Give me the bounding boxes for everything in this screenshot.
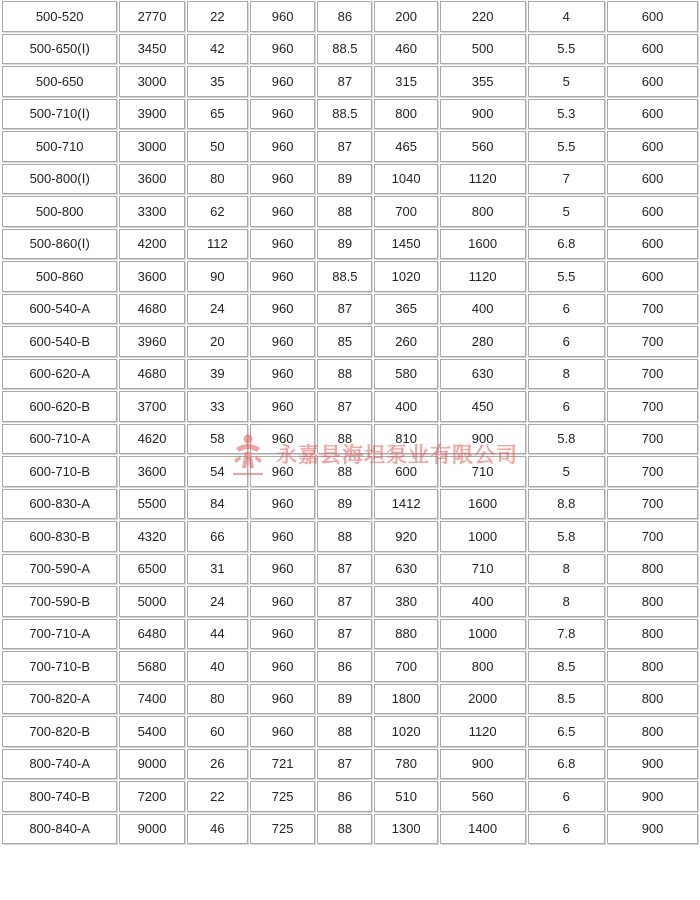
table-cell: 600 [607,66,698,97]
table-cell: 5.3 [528,99,606,130]
table-cell: 5680 [119,651,184,682]
table-cell: 600 [607,131,698,162]
table-cell: 800 [607,716,698,747]
table-cell: 9000 [119,749,184,780]
table-cell: 35 [187,66,248,97]
table-cell: 80 [187,684,248,715]
table-cell: 600 [374,456,437,487]
table-cell: 88 [317,456,372,487]
table-cell: 700 [607,359,698,390]
table-cell: 700-820-A [2,684,117,715]
table-cell: 710 [440,456,526,487]
table-cell: 810 [374,424,437,455]
table-row [2,34,698,65]
table-cell: 87 [317,131,372,162]
table-row [2,99,698,130]
table-cell: 960 [250,716,315,747]
table-cell: 700-820-B [2,716,117,747]
table-cell: 580 [374,359,437,390]
table-cell: 400 [440,586,526,617]
table-cell: 4680 [119,359,184,390]
table-row [2,716,698,747]
table-cell: 26 [187,749,248,780]
table-cell: 85 [317,326,372,357]
table-cell: 380 [374,586,437,617]
table-row [2,294,698,325]
table-cell: 66 [187,521,248,552]
table-cell: 5 [528,196,606,227]
table-cell: 5.8 [528,521,606,552]
table-cell: 725 [250,781,315,812]
table-cell: 88 [317,814,372,845]
table-cell: 800-740-B [2,781,117,812]
table-cell: 600-830-B [2,521,117,552]
table-cell: 6 [528,326,606,357]
table-cell: 600 [607,229,698,260]
table-cell: 900 [607,749,698,780]
table-cell: 3450 [119,34,184,65]
table-cell: 3000 [119,131,184,162]
table-row [2,1,698,32]
table-cell: 355 [440,66,526,97]
table-cell: 6480 [119,619,184,650]
table-cell: 87 [317,294,372,325]
table-cell: 800-840-A [2,814,117,845]
table-cell: 600-620-A [2,359,117,390]
table-cell: 6.8 [528,749,606,780]
table-cell: 42 [187,34,248,65]
table-cell: 20 [187,326,248,357]
table-cell: 44 [187,619,248,650]
table-cell: 50 [187,131,248,162]
table-cell: 960 [250,326,315,357]
table-cell: 600-540-B [2,326,117,357]
table-cell: 8.8 [528,489,606,520]
table-cell: 630 [440,359,526,390]
watermark-text: 永嘉县海坦泵业有限公司 [276,442,518,467]
table-cell: 1120 [440,261,526,292]
table-cell: 960 [250,131,315,162]
table-cell: 5 [528,456,606,487]
table-cell: 960 [250,99,315,130]
table-cell: 600-710-A [2,424,117,455]
table-cell: 46 [187,814,248,845]
table-cell: 3600 [119,164,184,195]
table-cell: 6.5 [528,716,606,747]
table-row [2,554,698,585]
table-cell: 65 [187,99,248,130]
table-cell: 5400 [119,716,184,747]
table-cell: 3000 [119,66,184,97]
table-cell: 88 [317,424,372,455]
table-cell: 800 [607,554,698,585]
table-cell: 960 [250,684,315,715]
table-row [2,684,698,715]
table-cell: 3960 [119,326,184,357]
table-cell: 2770 [119,1,184,32]
table-cell: 88 [317,359,372,390]
table-row [2,229,698,260]
table-cell: 1450 [374,229,437,260]
table-cell: 87 [317,391,372,422]
table-cell: 22 [187,781,248,812]
table-cell: 87 [317,586,372,617]
table-cell: 3300 [119,196,184,227]
table-cell: 600 [607,164,698,195]
table-cell: 500-650(Ⅰ) [2,34,117,65]
table-cell: 960 [250,34,315,65]
table-cell: 84 [187,489,248,520]
table-cell: 1020 [374,261,437,292]
table-cell: 500 [440,34,526,65]
table-cell: 8 [528,359,606,390]
table-cell: 960 [250,66,315,97]
table-cell: 600 [607,34,698,65]
table-cell: 700-590-A [2,554,117,585]
table-cell: 700 [607,326,698,357]
table-body [2,1,698,844]
table-cell: 315 [374,66,437,97]
table-cell: 960 [250,554,315,585]
table-cell: 460 [374,34,437,65]
table-cell: 1400 [440,814,526,845]
table-row [2,261,698,292]
table-cell: 33 [187,391,248,422]
table-cell: 600 [607,1,698,32]
table-cell: 62 [187,196,248,227]
table-cell: 725 [250,814,315,845]
table-cell: 3600 [119,456,184,487]
table-cell: 1000 [440,521,526,552]
table-cell: 1800 [374,684,437,715]
table-cell: 800 [607,586,698,617]
table-cell: 200 [374,1,437,32]
table-cell: 960 [250,651,315,682]
table-cell: 900 [440,99,526,130]
table-cell: 1040 [374,164,437,195]
table-cell: 8.5 [528,684,606,715]
table-cell: 960 [250,164,315,195]
table-cell: 400 [440,294,526,325]
table-cell: 3600 [119,261,184,292]
table-cell: 1412 [374,489,437,520]
table-cell: 900 [440,749,526,780]
table-cell: 700-590-B [2,586,117,617]
table-cell: 7.8 [528,619,606,650]
table-cell: 5.8 [528,424,606,455]
table-cell: 31 [187,554,248,585]
table-cell: 22 [187,1,248,32]
table-cell: 900 [607,814,698,845]
table-cell: 6 [528,294,606,325]
table-row [2,521,698,552]
table-cell: 630 [374,554,437,585]
table-cell: 721 [250,749,315,780]
table-row [2,586,698,617]
table-cell: 6 [528,814,606,845]
table-cell: 800 [607,651,698,682]
table-cell: 600 [607,196,698,227]
table-cell: 7400 [119,684,184,715]
table-cell: 960 [250,1,315,32]
table-row [2,391,698,422]
table-cell: 3700 [119,391,184,422]
table-cell: 500-710(Ⅰ) [2,99,117,130]
table-cell: 24 [187,294,248,325]
table-cell: 600 [607,261,698,292]
table-cell: 8.5 [528,651,606,682]
table-cell: 60 [187,716,248,747]
table-cell: 700 [374,196,437,227]
table-cell: 880 [374,619,437,650]
table-cell: 7 [528,164,606,195]
table-cell: 960 [250,586,315,617]
table-cell: 600-830-A [2,489,117,520]
table-row [2,749,698,780]
table-cell: 500-710 [2,131,117,162]
table-cell: 5 [528,66,606,97]
table-cell: 80 [187,164,248,195]
table-cell: 54 [187,456,248,487]
table-cell: 87 [317,749,372,780]
table-cell: 8 [528,554,606,585]
table-cell: 800 [440,196,526,227]
table-cell: 960 [250,456,315,487]
table-cell: 500-800(Ⅰ) [2,164,117,195]
table-cell: 87 [317,66,372,97]
table-cell: 510 [374,781,437,812]
table-cell: 900 [607,781,698,812]
table-cell: 500-860(Ⅰ) [2,229,117,260]
table-cell: 700-710-A [2,619,117,650]
table-cell: 4320 [119,521,184,552]
table-row [2,651,698,682]
table-cell: 500-800 [2,196,117,227]
table-cell: 1600 [440,489,526,520]
table-cell: 4 [528,1,606,32]
table-cell: 89 [317,229,372,260]
table-cell: 88.5 [317,99,372,130]
table-cell: 2000 [440,684,526,715]
table-cell: 87 [317,554,372,585]
table-cell: 24 [187,586,248,617]
table-cell: 1120 [440,164,526,195]
table-cell: 3900 [119,99,184,130]
table-cell: 800 [440,651,526,682]
table-cell: 86 [317,651,372,682]
table-cell: 8 [528,586,606,617]
table-cell: 1600 [440,229,526,260]
table-cell: 710 [440,554,526,585]
table-cell: 465 [374,131,437,162]
table-cell: 280 [440,326,526,357]
table-cell: 220 [440,1,526,32]
table-cell: 7200 [119,781,184,812]
table-cell: 89 [317,489,372,520]
table-cell: 960 [250,391,315,422]
table-cell: 600-620-B [2,391,117,422]
table-cell: 800 [607,684,698,715]
table-cell: 6 [528,391,606,422]
table-cell: 560 [440,131,526,162]
table-cell: 4620 [119,424,184,455]
table-cell: 960 [250,196,315,227]
table-row [2,619,698,650]
table-row [2,66,698,97]
table-row [2,814,698,845]
table-cell: 960 [250,359,315,390]
table-row [2,196,698,227]
table-row [2,489,698,520]
table-cell: 960 [250,521,315,552]
table-cell: 800 [374,99,437,130]
table-cell: 1020 [374,716,437,747]
table-cell: 86 [317,781,372,812]
table-cell: 5.5 [528,131,606,162]
table-cell: 40 [187,651,248,682]
table-cell: 600-710-B [2,456,117,487]
table-cell: 960 [250,261,315,292]
table-cell: 88.5 [317,34,372,65]
table-cell: 500-860 [2,261,117,292]
table-cell: 800 [607,619,698,650]
table-row [2,164,698,195]
table-cell: 88 [317,196,372,227]
table-cell: 400 [374,391,437,422]
table-cell: 700 [607,294,698,325]
table-cell: 600 [607,99,698,130]
table-cell: 5.5 [528,261,606,292]
table-cell: 960 [250,294,315,325]
table-cell: 500-650 [2,66,117,97]
table-row [2,326,698,357]
table-cell: 58 [187,424,248,455]
table-cell: 88 [317,521,372,552]
table-cell: 600-540-A [2,294,117,325]
table-cell: 700 [607,391,698,422]
table-cell: 920 [374,521,437,552]
table-cell: 6.8 [528,229,606,260]
table-cell: 90 [187,261,248,292]
table-cell: 5000 [119,586,184,617]
table-cell: 960 [250,424,315,455]
table-cell: 112 [187,229,248,260]
table-cell: 700 [607,424,698,455]
table-cell: 700 [374,651,437,682]
table-cell: 4680 [119,294,184,325]
table-row [2,424,698,455]
table-cell: 86 [317,1,372,32]
table-cell: 700 [607,521,698,552]
table-cell: 1000 [440,619,526,650]
table-cell: 260 [374,326,437,357]
table-cell: 9000 [119,814,184,845]
table-cell: 960 [250,229,315,260]
table-cell: 500-520 [2,1,117,32]
table-cell: 900 [440,424,526,455]
table-cell: 780 [374,749,437,780]
table-cell: 5.5 [528,34,606,65]
table-cell: 5500 [119,489,184,520]
table-cell: 6 [528,781,606,812]
table-cell: 450 [440,391,526,422]
table-row [2,359,698,390]
table-row [2,131,698,162]
table-cell: 87 [317,619,372,650]
table-cell: 700 [607,489,698,520]
table-cell: 39 [187,359,248,390]
table-cell: 700 [607,456,698,487]
table-cell: 6500 [119,554,184,585]
table-cell: 1300 [374,814,437,845]
table-cell: 365 [374,294,437,325]
table-cell: 4200 [119,229,184,260]
table-row [2,781,698,812]
table-cell: 800-740-A [2,749,117,780]
table-cell: 1120 [440,716,526,747]
table-cell: 960 [250,619,315,650]
table-cell: 89 [317,684,372,715]
table-cell: 88.5 [317,261,372,292]
table-cell: 700-710-B [2,651,117,682]
table-cell: 88 [317,716,372,747]
table-cell: 89 [317,164,372,195]
table-cell: 960 [250,489,315,520]
table-row [2,456,698,487]
table-cell: 560 [440,781,526,812]
